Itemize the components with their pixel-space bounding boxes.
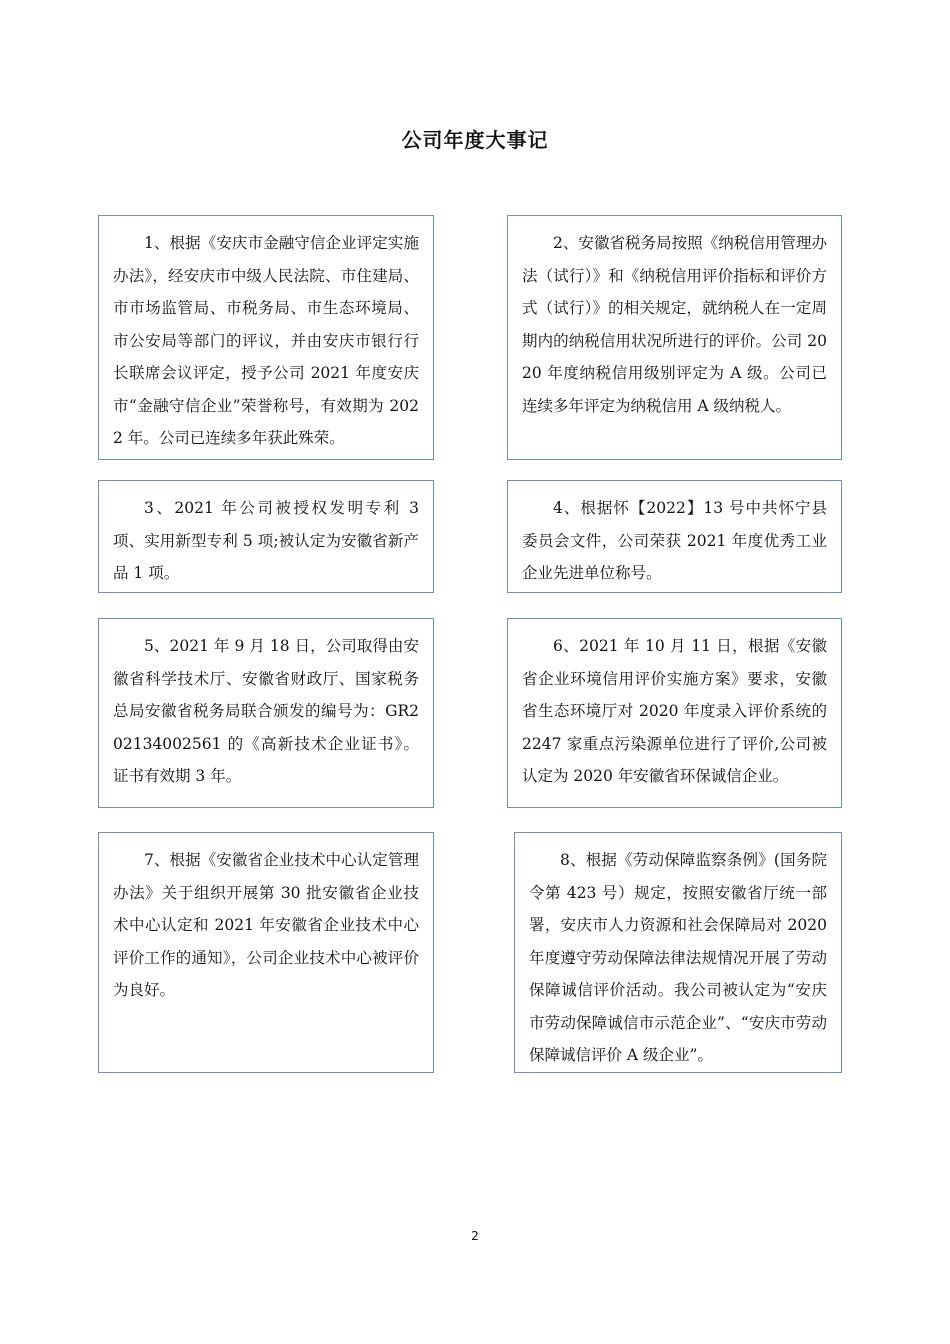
event-box-3: 3、2021 年公司被授权发明专利 3 项、实用新型专利 5 项;被认定为安徽省新产品 1 项。 — [98, 480, 434, 593]
page-title: 公司年度大事记 — [401, 128, 549, 152]
event-box-2: 2、安徽省税务局按照《纳税信用管理办法（试行）》和《纳税信用评价指标和评价方式（试行）》的相关规定，就纳税人在一定周期内的纳税信用状况所进行的评价。公司 2020 年度纳税信用级别评定为 A 级。公司已连续多年评定为纳税信用 A 级纳税人。 — [507, 215, 842, 460]
event-box-6: 6、2021 年 10 月 11 日，根据《安徽省企业环境信用评价实施方案》要求，安徽省生态环境厅对 2020 年度录入评价系统的 2247 家重点污染源单位进行了评价,公司被认定为 2020 年安徽省环保诚信企业。 — [507, 618, 842, 808]
event-box-4: 4、根据怀【2022】13 号中共怀宁县委员会文件，公司荣获 2021 年度优秀工业企业先进单位称号。 — [507, 480, 842, 593]
event-box-1: 1、根据《安庆市金融守信企业评定实施办法》，经安庆市中级人民法院、市住建局、市市场监管局、市税务局、市生态环境局、市公安局等部门的评议，并由安庆市银行行长联席会议评定，授予公司 2021 年度安庆市“金融守信企业”荣誉称号，有效期为 2022 年。公司已连续多年获此殊荣。 — [98, 215, 434, 460]
event-box-7: 7、根据《安徽省企业技术中心认定管理办法》关于组织开展第 30 批安徽省企业技术中心认定和 2021 年安徽省企业技术中心评价工作的通知》，公司企业技术中心被评价为良好。 — [98, 832, 434, 1073]
page-number: 2 — [471, 1229, 479, 1243]
event-box-5: 5、2021 年 9 月 18 日，公司取得由安徽省科学技术厅、安徽省财政厅、国家税务总局安徽省税务局联合颁发的编号为：GR202134002561 的《高新技术企业证书》。证书有效期 3 年。 — [98, 618, 434, 808]
event-box-8: 8、根据《劳动保障监察条例》(国务院令第 423 号）规定，按照安徽省厅统一部署，安庆市人力资源和社会保障局对 2020 年度遵守劳动保障法律法规情况开展了劳动保障诚信评价活动。我公司被认定为“安庆市劳动保障诚信市示范企业”、“安庆市劳动保障诚信评价 A 级企业”。 — [514, 832, 842, 1073]
